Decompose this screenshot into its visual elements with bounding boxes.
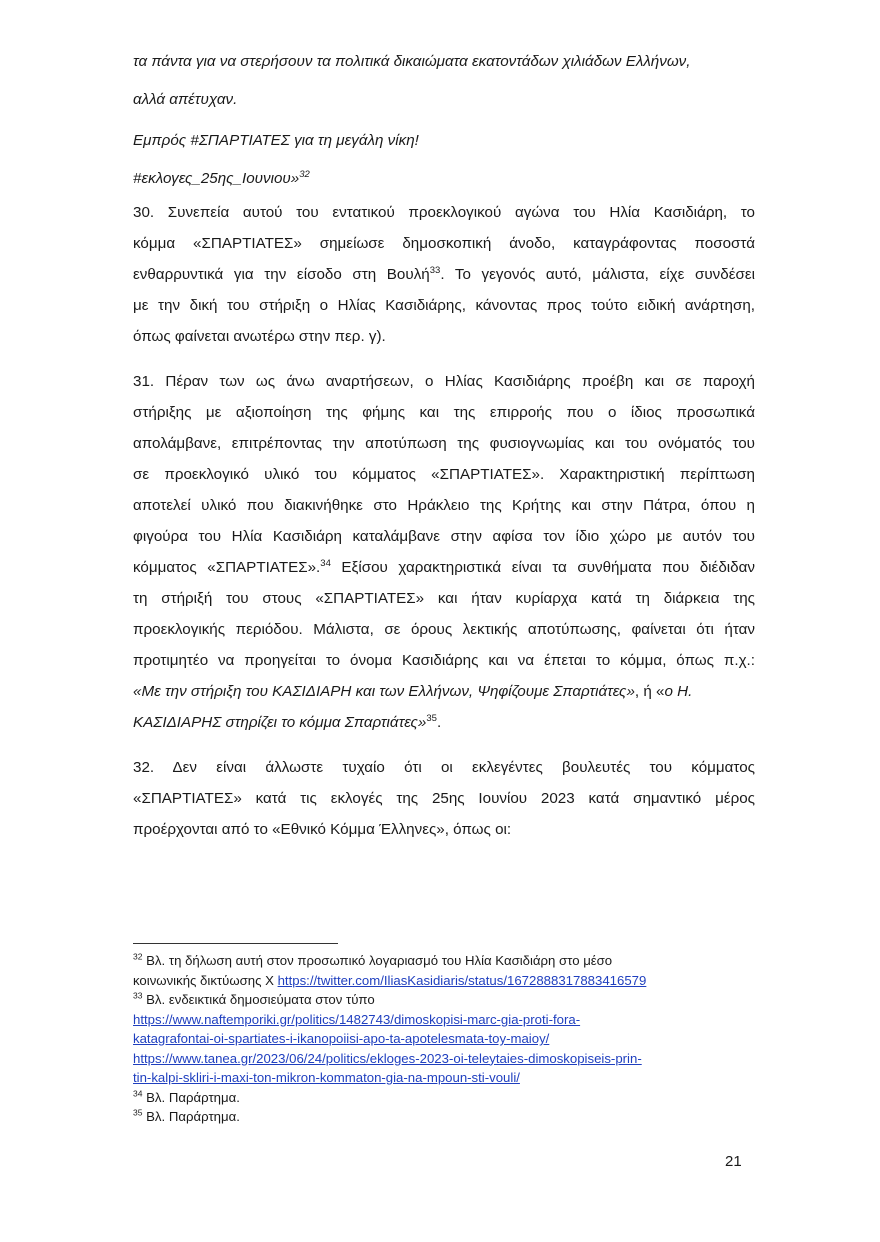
quote-text: «Με την στήριξη του ΚΑΣΙΔΙΑΡΗ και των Ελλήνων, Ψηφίζουμε Σπαρτιάτες» [133, 683, 635, 700]
page-number: 21 [725, 1153, 742, 1170]
footnotes [133, 951, 755, 1127]
paragraph-line [133, 676, 755, 707]
paragraph-line: κόμμα «ΣΠΑΡΤΙΑΤΕΣ» σημείωσε δημοσκοπική άνοδο, καταγράφοντας ποσοστά [133, 235, 755, 252]
paragraph-30 [133, 197, 755, 352]
naftemporiki-link[interactable]: https://www.naftemporiki.gr/politics/1482743/dimoskopisi-marc-gia-proti-fora- [133, 1011, 581, 1027]
footnote-ref: 35 [426, 712, 437, 724]
paragraph-line: φιγούρα του Ηλία Κασιδιάρη καταλάμβανε στην αφίσα τον ίδιο χώρο με αυτόν του [133, 528, 755, 545]
footnote-text: Βλ. ενδεικτικά δημοσιεύματα στον τύπο [146, 992, 375, 1007]
paragraph-line: απολάμβανε, επιτρέποντας την αποτύπωση της φυσιογνωμίας και του ονόματός του [133, 435, 755, 452]
footnote-text: Βλ. τη δήλωση αυτή στον προσωπικό λογαριασμό του Ηλία Κασιδιάρη στο μέσο [146, 953, 613, 968]
footnote-34 [133, 1088, 755, 1108]
paragraph-line [133, 707, 755, 738]
footnote-number: 33 [133, 990, 143, 1001]
footnote-32 [133, 951, 755, 971]
text-span: . Το γεγονός αυτό, μάλιστα, είχε συνδέσει [440, 266, 755, 283]
intro-line: τα πάντα για να στερήσουν τα πολιτικά δικαιώματα εκατοντάδων χιλιάδων Ελλήνων, [133, 53, 691, 70]
paragraph-line: όπως φαίνεται ανωτέρω στην περ. γ). [133, 328, 386, 345]
quote-text: ΚΑΣΙΔΙΑΡΗΣ στηρίζει το κόμμα Σπαρτιάτες» [133, 714, 427, 731]
footnote-33-link2-cont [133, 1068, 755, 1088]
text-span: κόμματος «ΣΠΑΡΤΙΑΤΕΣ». [133, 559, 321, 576]
text-span: ενθαρρυντικά για την είσοδο στη Βουλή [133, 266, 430, 283]
tanea-link-cont[interactable]: tin-kalpi-skliri-i-maxi-ton-mikron-kommaton-gia-na-mpoun-sti-vouli/ [133, 1070, 520, 1085]
paragraph-line [133, 259, 755, 290]
naftemporiki-link-cont[interactable]: katagrafontai-oi-spartiates-i-ikanopoiisi-apo-ta-apotelesmata-toy-maioy/ [133, 1031, 550, 1046]
paragraph-line: σε προεκλογικό υλικό του κόμματος «ΣΠΑΡΤΙΑΤΕΣ». Χαρακτηριστική περίπτωση [133, 466, 755, 483]
paragraph-line: προέρχονται από το «Εθνικό Κόμμα Έλληνες», όπως οι: [133, 821, 512, 838]
paragraph-line: 32. Δεν είναι άλλωστε τυχαίο ότι οι εκλεγέντες βουλευτές του κόμματος [133, 759, 755, 776]
paragraph-line: με την δική του στήριξη ο Ηλίας Κασιδιάρης, κάνοντας προς τούτο ειδική ανάρτηση, [133, 297, 755, 314]
footnote-33-link1-cont [133, 1029, 755, 1049]
paragraph-line: 30. Συνεπεία αυτού του εντατικού προεκλογικού αγώνα του Ηλία Κασιδιάρη, το [133, 204, 755, 221]
footnote-ref: 33 [429, 264, 441, 276]
paragraph-line: προεκλογικής περιόδου. Μάλιστα, σε όρους λεκτικής αποτύπωσης, φαίνεται ότι ήταν [133, 621, 755, 638]
tanea-link[interactable]: https://www.tanea.gr/2023/06/24/politics/ekloges-2023-oi-teleytaies-dimoskopiseis-prin- [133, 1050, 642, 1066]
paragraph-line: στήριξης με αξιοποίηση της φήμης και της επιρροής που ο ίδιος προσωπικά [133, 404, 755, 421]
footnote-text: Βλ. Παράρτημα. [146, 1089, 240, 1105]
footnote-33-link2 [133, 1049, 755, 1069]
footnote-number: 32 [133, 951, 143, 962]
footnote-separator [133, 943, 338, 944]
slogan-line: Εμπρός #ΣΠΑΡΤΙΑΤΕΣ για τη μεγάλη νίκη! [133, 132, 419, 149]
paragraph-line: τη στήριξή του στους «ΣΠΑΡΤΙΑΤΕΣ» και ήταν κυρίαρχα κατά τη διάρκεια της [133, 590, 755, 607]
paragraph-32 [133, 752, 755, 845]
paragraph-line [133, 552, 755, 583]
intro-line: αλλά απέτυχαν. [133, 91, 238, 108]
footnote-ref: 32 [299, 168, 310, 180]
footnote-text: Βλ. Παράρτημα. [146, 1109, 240, 1124]
footnote-33-link1 [133, 1010, 755, 1030]
footnote-number: 34 [133, 1088, 143, 1099]
twitter-link[interactable]: https://twitter.com/IliasKasidiaris/status/1672888317883416579 [277, 972, 647, 988]
paragraph-line: 31. Πέραν των ως άνω αναρτήσεων, ο Ηλίας Κασιδιάρης προέβη και σε παροχή [133, 373, 755, 390]
paragraph-line: αποτελεί υλικό που διακινήθηκε στο Ηράκλειο της Κρήτης και στην Πάτρα, όπου η [133, 497, 755, 514]
paragraph-31 [133, 366, 755, 738]
paragraph-line: «ΣΠΑΡΤΙΑΤΕΣ» κατά τις εκλογές της 25ης Ιουνίου 2023 κατά σημαντικό μέρος [133, 790, 755, 807]
footnote-32-cont [133, 971, 755, 991]
text-span: Εξίσου χαρακτηριστικά είναι τα συνθήματα που διέδιδαν [330, 559, 755, 576]
quote-text: ο Η. [664, 683, 693, 700]
footnote-33 [133, 990, 755, 1010]
body-text [133, 41, 755, 845]
footnote-35 [133, 1107, 755, 1127]
footnote-number: 35 [133, 1107, 143, 1118]
hashtag-line [133, 161, 755, 197]
text-span: , ή « [634, 683, 665, 700]
paragraph-line: προτιμητέο να προηγείται το όνομα Κασιδιάρης και να έπεται το κόμμα, όπως π.χ.: [133, 652, 755, 669]
hashtag-text: #εκλογες_25ης_Ιουνιου» [133, 170, 300, 187]
footnote-ref: 34 [320, 557, 331, 569]
footnote-text: κοινωνικής δικτύωσης Χ [133, 972, 278, 988]
text-span: . [436, 714, 442, 731]
